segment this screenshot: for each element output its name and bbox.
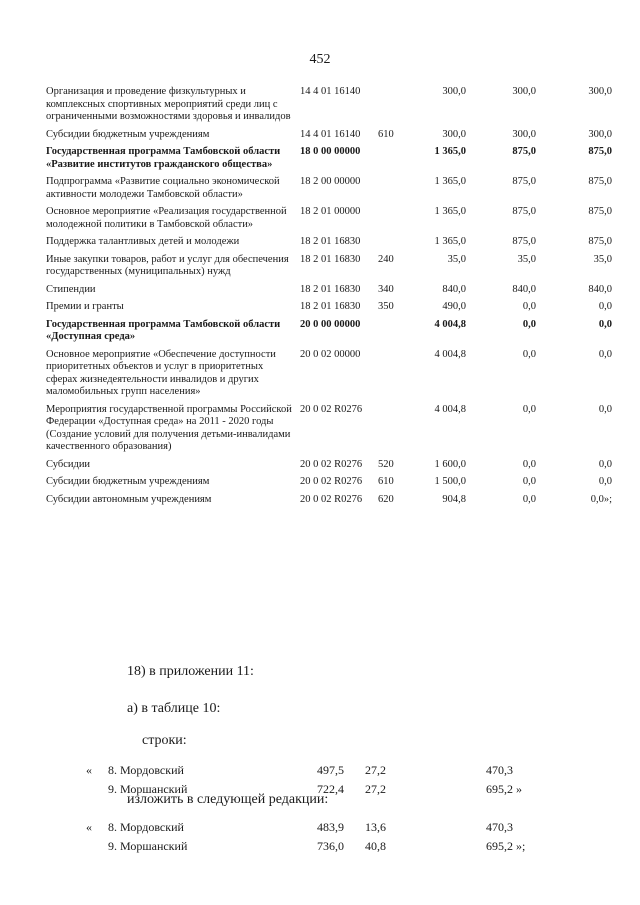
table-row <box>46 86 612 129</box>
row-value-year3: 0,0 <box>598 458 612 470</box>
row-value-year3: 300,0 <box>588 86 612 97</box>
row-value-year2: 0,0 <box>522 458 536 470</box>
row-value-year1: 1 500,0 <box>434 476 466 487</box>
district-name: 9. Моршанский <box>108 839 188 853</box>
row-code: 18 2 01 16830 <box>300 283 361 295</box>
row-value-year1: 1 600,0 <box>434 458 466 470</box>
row-code: 18 2 01 00000 <box>300 206 361 217</box>
row-code: 20 0 02 R0276 <box>300 403 363 415</box>
row-value-year1: 1 365,0 <box>434 236 466 247</box>
row-value-year2: 0,0 <box>522 493 536 505</box>
row-value-year1: 300,0 <box>442 128 466 140</box>
row-name: Субсидии бюджетным учреждениям <box>46 476 210 487</box>
row-value-year2: 875,0 <box>512 146 536 157</box>
row-code: 18 2 01 16830 <box>300 236 361 247</box>
row-value-year1: 4 004,8 <box>434 318 466 330</box>
row-value-year2: 0,0 <box>522 476 536 487</box>
row-value-year1: 904,8 <box>442 493 466 505</box>
row-value-year1: 1 365,0 <box>434 206 466 217</box>
quote-mark: « <box>86 763 92 777</box>
table-row <box>46 301 612 319</box>
row-value-year3: 300,0 <box>588 128 612 140</box>
row-name: Субсидии автономным учреждениям <box>46 493 212 505</box>
table-subheading: а) в таблице 10: <box>127 701 221 716</box>
row-expense-type <box>378 404 400 459</box>
row-value-year2: 0,0 <box>522 403 536 415</box>
row-expense-type <box>378 86 400 129</box>
row-name: Субсидии бюджетным учреждениям <box>46 128 210 140</box>
district-value-a: 483,9 <box>317 820 344 834</box>
row-expense-type: 520 <box>378 458 394 470</box>
row-code: 18 0 00 00000 <box>300 146 361 157</box>
row-name: Поддержка талантливых детей и молодежи <box>46 236 240 247</box>
district-value-c: 695,2 »; <box>486 839 526 853</box>
row-code: 18 2 00 00000 <box>300 176 361 187</box>
table-row <box>46 494 612 512</box>
table-row <box>46 129 612 147</box>
quote-mark <box>86 782 108 801</box>
district-name: 8. Мордовский <box>108 820 184 834</box>
row-value-year2: 840,0 <box>512 283 536 295</box>
row-value-year2: 875,0 <box>512 176 536 187</box>
row-expense-type: 620 <box>378 493 394 505</box>
row-expense-type <box>378 349 400 404</box>
row-name: Подпрограмма «Развитие социально экономической активности молодежи Тамбовской области» <box>46 176 280 200</box>
row-value-year1: 4 004,8 <box>434 348 466 360</box>
row-value-year2: 300,0 <box>512 86 536 97</box>
row-name: Премии и гранты <box>46 301 124 312</box>
district-value-a: 497,5 <box>317 763 344 777</box>
row-expense-type <box>378 319 400 349</box>
row-code: 14 4 01 16140 <box>300 86 361 97</box>
district-value-c: 470,3 <box>486 820 513 834</box>
row-value-year3: 0,0 <box>598 476 612 487</box>
district-row <box>86 839 576 858</box>
row-name: Государственная программа Тамбовской области «Развитие институтов гражданского общества» <box>46 146 281 170</box>
table-row <box>46 284 612 302</box>
row-value-year1: 490,0 <box>442 301 466 312</box>
district-row <box>86 820 576 839</box>
row-code: 20 0 02 00000 <box>300 348 361 360</box>
district-name: 9. Моршанский <box>108 782 188 796</box>
new-rows-table <box>86 820 576 858</box>
row-value-year3: 0,0 <box>598 403 612 415</box>
row-value-year2: 875,0 <box>512 206 536 217</box>
table-row <box>46 319 612 349</box>
row-value-year1: 1 365,0 <box>434 176 466 187</box>
table-row <box>46 349 612 404</box>
row-name: Основное мероприятие «Реализация государственной молодежной политики в Тамбовской области» <box>46 206 287 230</box>
table-row <box>46 459 612 477</box>
table-row <box>46 176 612 206</box>
row-expense-type <box>378 206 400 236</box>
row-expense-type <box>378 176 400 206</box>
row-name: Субсидии <box>46 458 91 470</box>
district-name: 8. Мордовский <box>108 763 184 777</box>
row-code: 20 0 02 R0276 <box>300 458 363 470</box>
row-expense-type: 340 <box>378 283 394 295</box>
row-value-year2: 875,0 <box>512 236 536 247</box>
row-name: Организация и проведение физкультурных и комплексных спортивных мероприятий среди лиц с ограниченными возможностями здоровья и инвалидов <box>46 86 291 122</box>
row-value-year3: 840,0 <box>588 283 612 295</box>
redaction-label: изложить в следующей редакции: <box>127 792 329 807</box>
district-value-a: 736,0 <box>317 839 344 853</box>
row-value-year2: 0,0 <box>522 301 536 312</box>
item-heading: 18) в приложении 11: <box>127 664 254 679</box>
table-row <box>46 404 612 459</box>
row-value-year2: 0,0 <box>522 318 536 330</box>
district-value-c: 470,3 <box>486 763 513 777</box>
district-value-b: 27,2 <box>365 782 386 796</box>
row-value-year1: 840,0 <box>442 283 466 295</box>
district-value-c: 695,2 » <box>486 782 522 796</box>
district-value-a: 722,4 <box>317 782 344 796</box>
row-value-year3: 0,0 <box>598 318 612 330</box>
row-value-year2: 0,0 <box>522 348 536 360</box>
row-expense-type: 350 <box>378 301 394 312</box>
row-code: 18 2 01 16830 <box>300 301 361 312</box>
row-value-year1: 1 365,0 <box>434 146 466 157</box>
row-value-year3: 875,0 <box>588 146 612 157</box>
row-value-year3: 0,0 <box>598 348 612 360</box>
row-value-year2: 35,0 <box>517 253 536 265</box>
quote-mark <box>86 839 108 858</box>
row-name: Государственная программа Тамбовской области «Доступная среда» <box>46 318 281 342</box>
row-expense-type: 240 <box>378 253 394 265</box>
table-row <box>46 254 612 284</box>
row-value-year1: 300,0 <box>442 86 466 97</box>
table-row <box>46 206 612 236</box>
row-code: 18 2 01 16830 <box>300 253 361 265</box>
district-value-b: 27,2 <box>365 763 386 777</box>
district-value-b: 13,6 <box>365 820 386 834</box>
row-value-year3: 0,0»; <box>590 493 612 505</box>
row-code: 20 0 02 R0276 <box>300 493 363 505</box>
district-value-b: 40,8 <box>365 839 386 853</box>
row-expense-type <box>378 236 400 254</box>
row-code: 20 0 00 00000 <box>300 318 361 330</box>
row-code: 20 0 02 R0276 <box>300 476 363 487</box>
row-value-year2: 300,0 <box>512 128 536 140</box>
row-expense-type: 610 <box>378 128 394 140</box>
table-row <box>46 236 612 254</box>
row-value-year1: 4 004,8 <box>434 403 466 415</box>
row-name: Мероприятия государственной программы Российской Федерации «Доступная среда» на 2011 - 2020 годы (Создание условий для получения детьми-инвалидами качественного образования) <box>46 403 292 452</box>
row-code: 14 4 01 16140 <box>300 128 361 140</box>
table-row <box>46 476 612 494</box>
quote-mark: « <box>86 820 92 834</box>
row-value-year3: 875,0 <box>588 176 612 187</box>
table-row <box>46 146 612 176</box>
row-value-year3: 875,0 <box>588 206 612 217</box>
page-number: 452 <box>309 52 331 67</box>
district-row <box>86 763 576 782</box>
row-expense-type <box>378 146 400 176</box>
row-name: Стипендии <box>46 283 96 295</box>
row-value-year3: 35,0 <box>593 253 612 265</box>
row-value-year3: 0,0 <box>598 301 612 312</box>
row-name: Иные закупки товаров, работ и услуг для обеспечения государственных (муниципальных) нужд <box>46 253 289 277</box>
row-value-year3: 875,0 <box>588 236 612 247</box>
budget-table <box>46 86 612 511</box>
row-name: Основное мероприятие «Обеспечение доступности приоритетных объектов и услуг в приоритетных сферах жизнедеятельности инвалидов и других маломобильных групп населения» <box>46 348 276 397</box>
row-expense-type: 610 <box>378 476 394 487</box>
rows-label: строки: <box>142 733 187 748</box>
row-value-year1: 35,0 <box>447 253 466 265</box>
